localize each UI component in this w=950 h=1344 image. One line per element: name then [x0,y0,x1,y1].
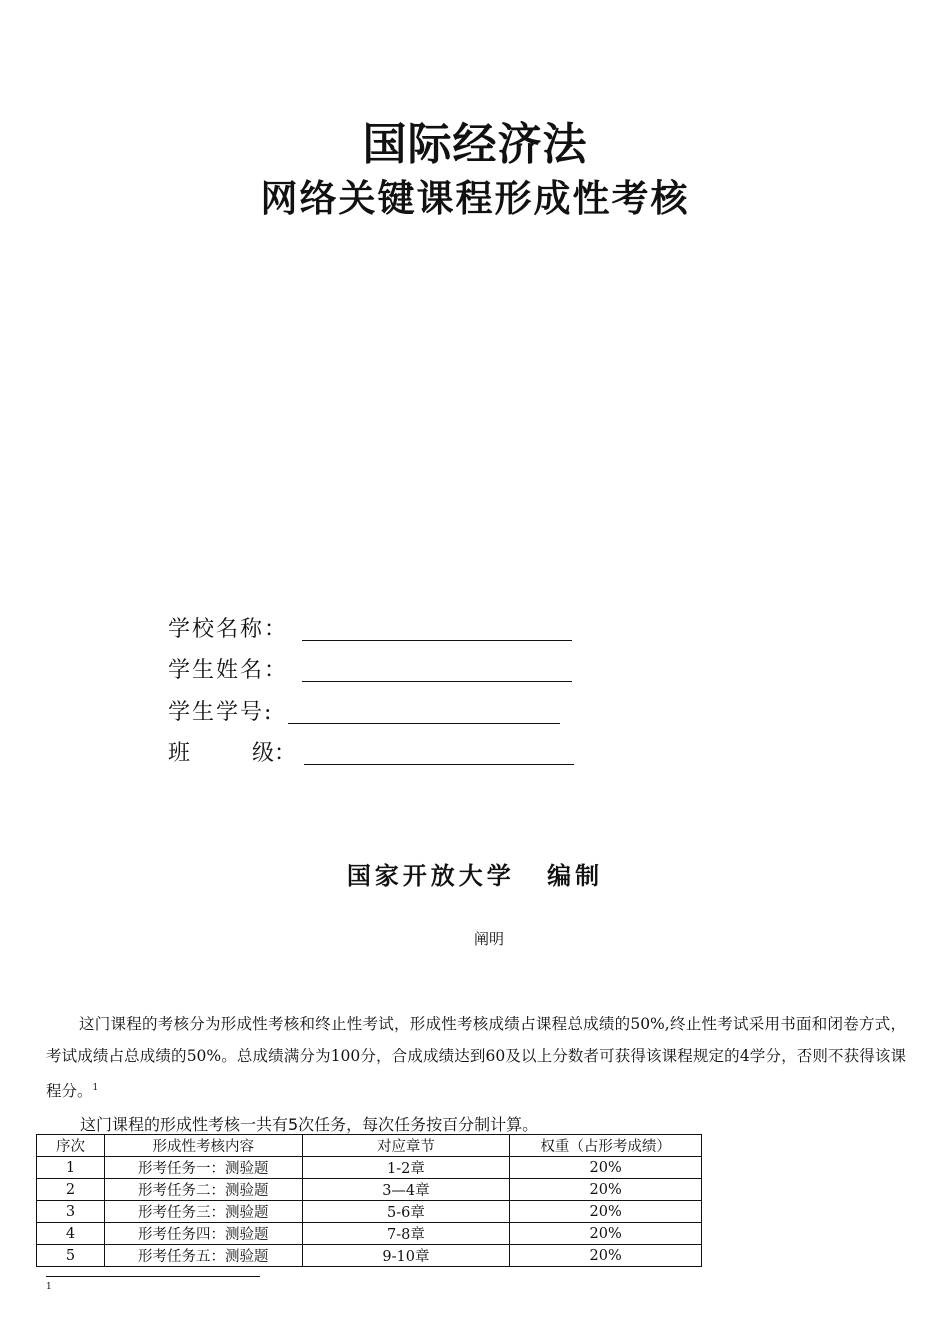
footnote-divider [46,1276,260,1277]
student-id-input-line[interactable] [288,723,560,724]
cell-chapter: 3—4章 [302,1179,510,1201]
footnote-number: 1 [46,1282,52,1292]
name-label: 学生姓名： [168,658,289,683]
table-row [37,1157,702,1179]
cell-chapter: 7-8章 [302,1223,510,1245]
header-content: 形成性考核内容 [104,1135,302,1157]
table-row [37,1223,702,1245]
notice-paragraph-text: 这门课程的考核分为形成性考核和终止性考试，形成性考核成绩占课程总成绩的50%,终止性考试采用书面和闭卷方式，考试成绩占总成绩的50%。总成绩满分为100分，合成成绩达到60及以上分数者可获得该课程规定的4学分，否则不获得该课程分。 [46,1015,906,1101]
class-input-line[interactable] [304,764,574,765]
cell-content: 形考任务四：测验题 [104,1223,302,1245]
cell-weight: 20% [510,1201,702,1223]
cell-chapter: 5-6章 [302,1201,510,1223]
cell-chapter: 1-2章 [302,1157,510,1179]
publisher-action: 编制 [547,861,604,890]
footnote-ref: 1 [92,1083,99,1093]
publisher-line [0,856,950,891]
cell-content: 形考任务二：测验题 [104,1179,302,1201]
page-title: 国际经济法 [362,119,588,170]
cell-content: 形考任务三：测验题 [104,1201,302,1223]
table-header-row [37,1135,702,1157]
publisher-org: 国家开放大学 [346,861,515,890]
class-label-first: 班 [168,741,191,766]
header-chapter: 对应章节 [302,1135,510,1157]
cell-content: 形考任务五：测验题 [104,1245,302,1267]
school-input-line[interactable] [302,640,572,641]
table-row [37,1201,702,1223]
cell-weight: 20% [510,1223,702,1245]
cell-chapter: 9-10章 [302,1245,510,1267]
school-label: 学校名称： [168,617,289,642]
cell-weight: 20% [510,1245,702,1267]
cell-seq: 2 [37,1179,105,1201]
student-id-label: 学生学号: [168,700,274,725]
cell-weight: 20% [510,1179,702,1201]
cell-seq: 4 [37,1223,105,1245]
cell-seq: 5 [37,1245,105,1267]
class-label-second: 级： [252,741,297,766]
header-seq: 序次 [37,1135,105,1157]
table-row [37,1179,702,1201]
notice-title: 阐明 [474,930,505,948]
cell-seq: 3 [37,1201,105,1223]
cell-seq: 1 [37,1157,105,1179]
cell-content: 形考任务一：测验题 [104,1157,302,1179]
notice-paragraph [46,1008,906,1107]
table-row [37,1245,702,1267]
tasks-table [36,1134,702,1267]
table-intro: 这门课程的形成性考核一共有5次任务，每次任务按百分制计算。 [80,1115,539,1134]
cell-weight: 20% [510,1157,702,1179]
name-input-line[interactable] [302,681,572,682]
header-weight: 权重（占形考成绩） [510,1135,702,1157]
page-subtitle: 网络关键课程形成性考核 [260,176,690,220]
